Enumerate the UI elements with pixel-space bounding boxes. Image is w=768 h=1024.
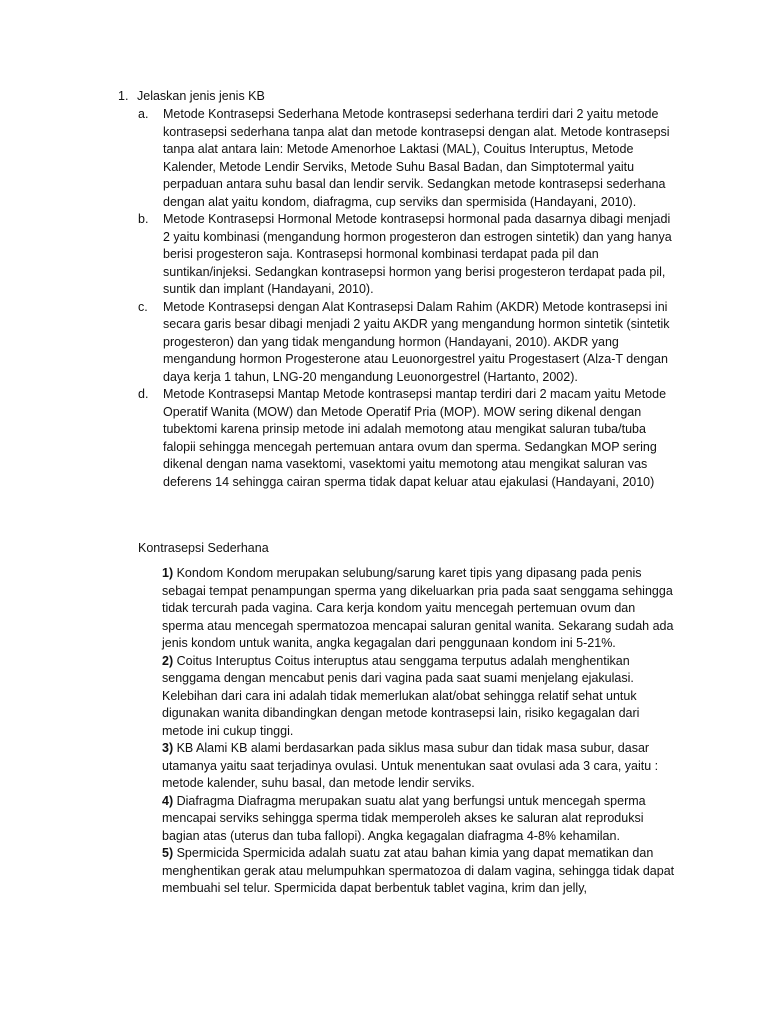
- list-marker: a.: [138, 107, 149, 121]
- method-list: [162, 565, 676, 898]
- list-marker: c.: [138, 299, 148, 314]
- answer-list: [138, 106, 678, 491]
- list-item: [138, 386, 678, 491]
- entry-text: KB Alami KB alami berdasarkan pada siklus masa subur dan tidak masa subur, dasar utamanya yaitu saat terjadinya ovulasi. Untuk menentukan saat ovulasi ada 3 cara, yaitu : metode kalender, suhu basal, dan metode lendir serviks.: [162, 741, 659, 790]
- entry-number: 4): [162, 793, 174, 808]
- question-title: Jelaskan jenis jenis KB: [137, 89, 265, 103]
- list-item-text: Metode Kontrasepsi Sederhana Metode kontrasepsi sederhana terdiri dari 2 yaitu metode kontrasepsi sederhana tanpa alat dan metode kontrasepsi dengan alat. Metode kontrasepsi tanpa alat antara lain: Metode Amenorhoe Laktasi (MAL), Couitus Interuptus, Metode Kalender, Metode Lendir Serviks, Metode Suhu Basal Badan, dan Simptotermal yaitu perpaduan antara suhu basal dan lendir servik. Sedangkan metode kontrasepsi sederhana dengan alat yaitu kondom, diafragma, cup serviks dan spermisida (Handayani, 2010).: [163, 107, 670, 209]
- entry-text: Coitus Interuptus Coitus interuptus atau senggama terputus adalah menghentikan senggama dengan mencabut penis dari vagina pada saat suami menjelang ejakulasi. Kelebihan dari cara ini adalah tidak memerlukan alat/obat sehingga relatif sehat untuk digunakan wanita dibandingkan dengan metode kontrasepsi lain, risiko kegagalan dari metode ini cukup tinggi.: [162, 653, 640, 738]
- method-entry: [162, 793, 676, 846]
- method-entry: [162, 740, 676, 793]
- entry-number: 3): [162, 741, 174, 755]
- list-marker: d.: [138, 387, 149, 401]
- list-item: [138, 299, 678, 387]
- list-marker: b.: [138, 212, 149, 226]
- method-entry: [162, 653, 676, 741]
- entry-text: Diafragma Diafragma merupakan suatu alat yang berfungsi untuk mencegah sperma mencapai serviks sehingga sperma tidak memperoleh akses ke saluran alat reproduksi bagian atas (uterus dan tuba fallopi). Angka kegagalan diafragma 4-8% kehamilan.: [162, 793, 646, 843]
- method-entry: [162, 845, 676, 898]
- method-entry: [162, 565, 676, 653]
- list-item-text: Metode Kontrasepsi dengan Alat Kontrasepsi Dalam Rahim (AKDR) Metode kontrasepsi ini secara garis besar dibagi menjadi 2 yaitu AKDR yang mengandung hormon sintetik (sintetik progesteron) dan yang tidak mengandung hormon (Handayani, 2010). AKDR yang mengandung hormon Progesterone atau Leuonorgestrel yaitu Progestasert (Alza-T dengan daya kerja 1 tahun, LNG-20 mengandung Leuonorgestrel (Hartanto, 2002).: [163, 299, 670, 384]
- entry-text: Spermicida Spermicida adalah suatu zat atau bahan kimia yang dapat mematikan dan menghentikan gerak atau melumpuhkan spermatozoa di dalam vagina, sehingga tidak dapat membuahi sel telur. Spermicida dapat berbentuk tablet vagina, krim dan jelly,: [162, 846, 675, 895]
- question-number: 1.: [118, 89, 129, 103]
- list-item-text: Metode Kontrasepsi Mantap Metode kontrasepsi mantap terdiri dari 2 macam yaitu Metode Operatif Wanita (MOW) dan Metode Operatif Pria (MOP). MOW sering dikenal dengan tubektomi karena prinsip metode ini adalah memotong atau mengikat saluran tuba/tuba falopii sehingga mencegah pertemuan antara ovum dan sperma. Sedangkan MOP sering dikenal dengan nama vasektomi, vasektomi yaitu memotong atau mengikat saluran vas deferens 14 sehingga cairan sperma tidak dapat keluar atau ejakulasi (Handayani, 2010): [163, 387, 667, 489]
- list-item: [138, 211, 678, 299]
- entry-number: 5): [162, 846, 174, 860]
- entry-text: Kondom Kondom merupakan selubung/sarung karet tipis yang dipasang pada penis sebagai tempat penampungan sperma yang dikeluarkan pria pada saat senggama sehingga tidak tercurah pada vagina. Cara kerja kondom yaitu mencegah pertemuan ovum dan sperma atau mencegah spermatozoa mencapai saluran genital wanita. Sekarang sudah ada jenis kondom untuk wanita, angka kegagalan dari penggunaan kondom ini 5-21%.: [162, 566, 674, 650]
- list-item: [138, 106, 678, 211]
- entry-number: 2): [162, 653, 174, 668]
- list-item-text: Metode Kontrasepsi Hormonal Metode kontrasepsi hormonal pada dasarnya dibagi menjadi 2 yaitu kombinasi (mengandung hormon progesteron dan estrogen sintetik) dan yang hanya berisi progesteron saja. Kontrasepsi hormonal kombinasi terdapat pada pil dan suntikan/injeksi. Sedangkan kontrasepsi hormon yang berisi progesteron terdapat pada pil, suntik dan implant (Handayani, 2010).: [163, 212, 672, 296]
- entry-number: 1): [162, 566, 174, 580]
- section-title: Kontrasepsi Sederhana: [138, 541, 269, 555]
